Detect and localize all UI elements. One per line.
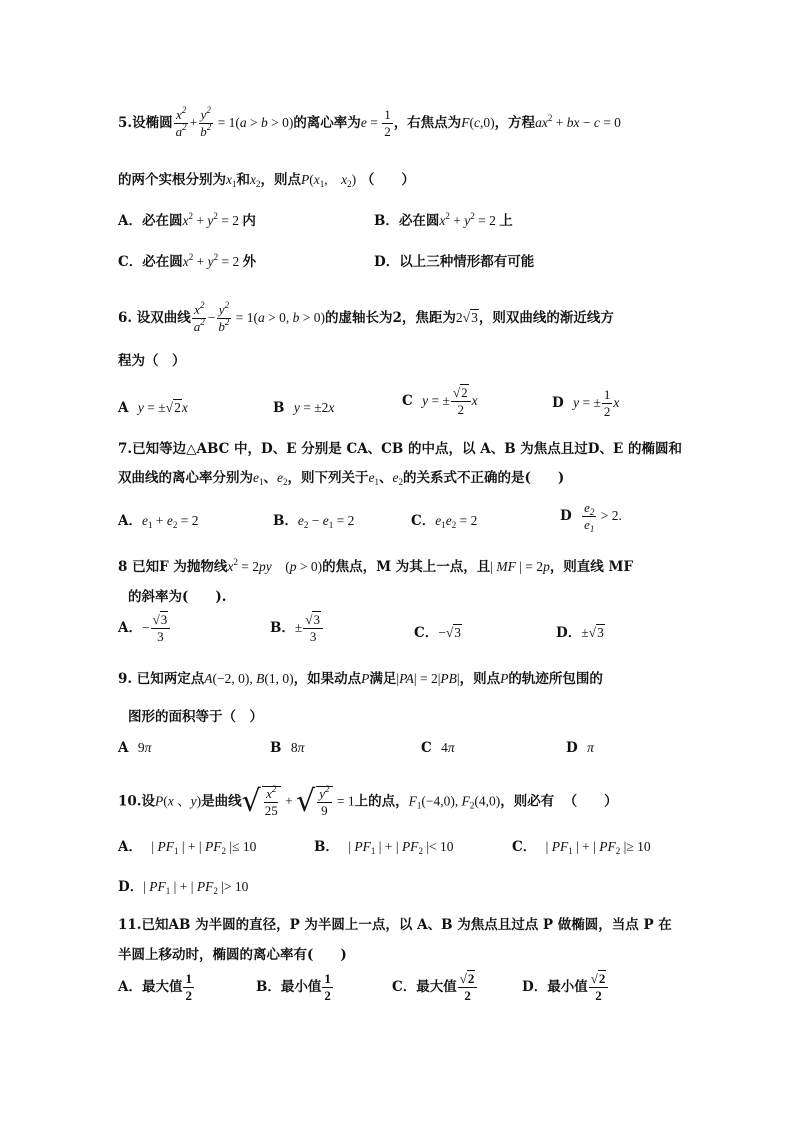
q5-t4: 和 (236, 172, 250, 188)
q7-option-c[interactable]: C．$e_1e_2 = 2$ (411, 513, 478, 530)
q6-line2-text: 程为（ ） (118, 353, 186, 369)
q6-option-a[interactable]: A y = ±√2x (118, 400, 188, 416)
q8-line1: 8 已知F 为抛物线$x^2 = 2py$ (p > 0)的焦点，M 为其上一点，且| MF | = 2p，则直线 MF (118, 557, 634, 575)
q8-option-a[interactable]: A．− $\frac{√3}{3}$ (118, 613, 171, 644)
q7-option-a[interactable]: A．$e_1 + e_2 = 2$ (118, 513, 199, 530)
q6-option-d[interactable]: D y = ± $\frac{1}{2}$ x (552, 387, 620, 419)
q5-prefix: 5.设椭圆 (118, 115, 173, 131)
q5-line2: 的两个实根分别为$x_1$和$x_2$，则点$P(x_1$, $x_2$) （ ） (118, 172, 415, 189)
q11-line2: 半圆上移动时，椭圆的离心率有( ) (118, 947, 347, 963)
q6-t1: 的虚轴长为2，焦距为 (325, 310, 456, 326)
q7-line1-text: 7.已知等边△ABC 中，D、E 分别是 CA、CB 的中点，以 A、B 为焦点且过D、E 的椭圆和 (118, 441, 683, 457)
q8-option-d[interactable]: D．±√3 (556, 625, 604, 641)
q9-option-d[interactable]: D π (566, 740, 594, 756)
q10-line1: 10.设P(x 、y)是曲线√ $\frac{x^2}{25}$ + √ $\frac{y^2}{9}$ = 1上的点，$F_1(-4,0)$, $F_2(4,0)$，则必有 （ ） (118, 784, 618, 819)
q6-line2 (118, 351, 684, 371)
q5-t2: ，右焦点为 (393, 115, 462, 131)
q11-option-c[interactable]: C．最大值 $\frac{√2}{2}$ (392, 972, 478, 1003)
q5-line1: 5.设椭圆 $\frac{x^2}{a^2}$ + $\frac{y^2}{b^2}$ = 1(a > b > 0)的离心率为e = $\frac{1}{2}$ ，右焦点为F(c,0)，方程$ax^2$ + bx − c = 0 (118, 105, 621, 139)
q5-option-c[interactable]: C．必在圆$x^2 + y^2 = 2$ 外 (118, 252, 257, 270)
q5-option-a[interactable]: A．必在圆$x^2 + y^2 = 2$ 内 (118, 211, 256, 229)
q6-option-c[interactable]: C y = ± $\frac{√2}{2}$ x (402, 385, 478, 417)
q7-line2: 双曲线的离心率分别为$e_1$、$e_2$，则下列关于$e_1$、$e_2$的关系式不正确的是( ) (118, 470, 565, 487)
q5-t3: ，方程 (494, 115, 536, 131)
q11-option-d[interactable]: D．最小值 $\frac{√2}{2}$ (522, 972, 609, 1003)
q9-line1: 9. 已知两定点A(−2, 0), B(1, 0)，如果动点P满足|PA| = 2|PB|，则点P的轨迹所包围的 (118, 671, 603, 687)
frac-x2-a2: $\frac{x^2}{a^2}$ (175, 105, 187, 139)
q5-t5: ，则点 (260, 172, 301, 188)
q8-option-b[interactable]: B．± $\frac{√3}{3}$ (270, 613, 324, 644)
frac-1-2: $\frac{1}{2}$ (384, 107, 391, 139)
q6-line1: 6. 设双曲线 $\frac{x^2}{a^2}$ − $\frac{y^2}{b^2}$ = 1(a > 0, b > 0)的虚轴长为2，焦距为2√3，则双曲线的渐近线方 (118, 300, 614, 334)
q9-option-b[interactable]: B 8π (270, 740, 305, 756)
q5-paren: （ ） (360, 172, 415, 188)
q7-option-d[interactable]: D $\frac{e_2}{e_1}$ > 2. (560, 500, 622, 534)
q5-option-d[interactable]: D．以上三种情形都有可能 (374, 254, 535, 270)
q6-option-b[interactable]: B y = ±2x (273, 400, 335, 416)
q10-option-a[interactable]: A． | $PF_1$ | + | $PF_2$ |≤ 10 (118, 839, 257, 856)
q9-line2: 图形的面积等于（ ） (128, 709, 263, 725)
frac-y2-b2: $\frac{y^2}{b^2}$ (200, 105, 212, 139)
q11-line1: 11.已知AB 为半圆的直径，P 为半圆上一点，以 A、B 为焦点且过点 P 做椭圆，当点 P 在 (118, 917, 672, 933)
q6-t2: ，则双曲线的渐近线方 (478, 310, 614, 326)
q11-option-b[interactable]: B．最小值 $\frac{1}{2}$ (256, 971, 331, 1003)
q7-option-b[interactable]: B．$e_2 - e_1 = 2$ (273, 513, 355, 530)
q5-t1: 的离心率为 (293, 115, 361, 131)
q8-option-c[interactable]: C．−√3 (414, 625, 462, 641)
q6-prefix: 6. 设双曲线 (118, 310, 191, 326)
q9-option-a[interactable]: A 9π (118, 740, 152, 756)
q8-line2: 的斜率为( ). (128, 589, 227, 605)
q10-option-c[interactable]: C． | $PF_1$ | + | $PF_2$ |≥ 10 (512, 839, 651, 856)
q10-option-d-row (118, 877, 684, 897)
q5-option-b[interactable]: B．必在圆$x^2 + y^2 = 2$ 上 (374, 211, 513, 229)
q10-option-d[interactable]: D．| $PF_1$ | + | $PF_2$ |> 10 (118, 879, 249, 896)
q11-option-a[interactable]: A．最大值 $\frac{1}{2}$ (118, 971, 192, 1003)
q5-line2-text: 的两个实根分别为 (118, 172, 226, 188)
q9-option-c[interactable]: C 4π (421, 740, 455, 756)
q10-option-b[interactable]: B． | $PF_1$ | + | $PF_2$ |< 10 (314, 839, 454, 856)
q7-line1 (118, 439, 684, 459)
